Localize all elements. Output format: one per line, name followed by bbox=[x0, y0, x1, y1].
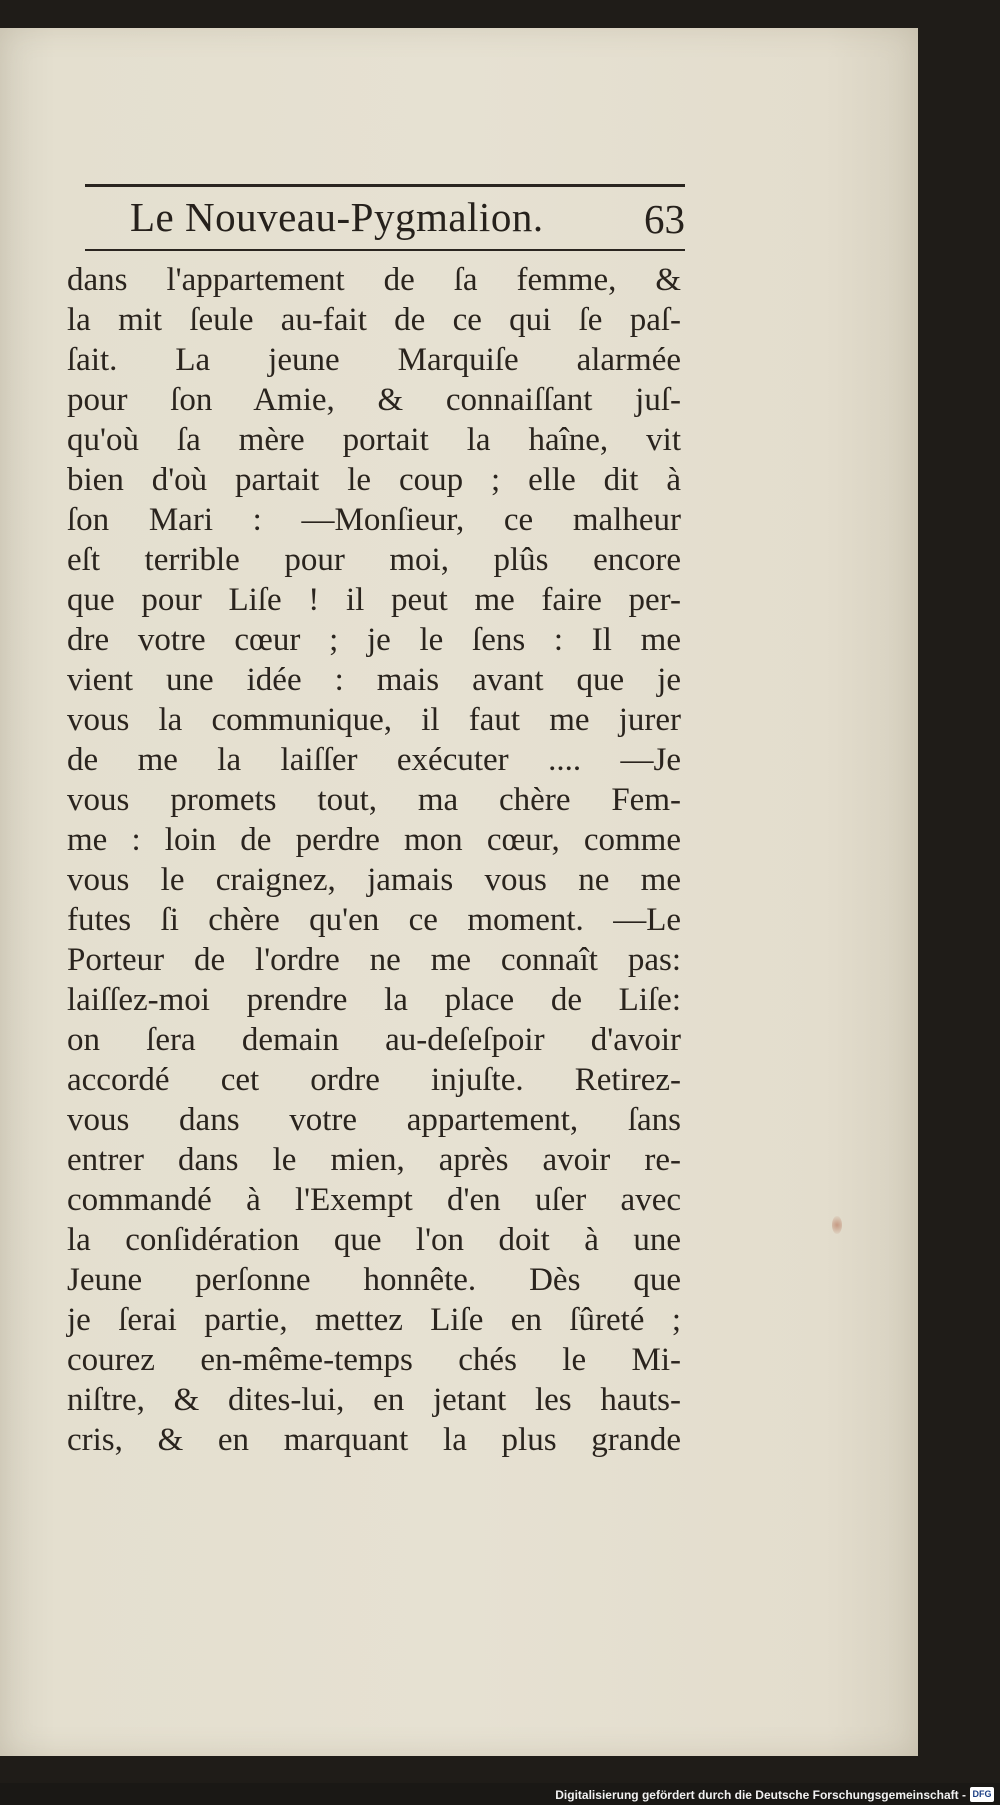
text-line: vous dans votre appartement, ſans bbox=[67, 1102, 681, 1138]
text-line: ſon Mari : —Monſieur, ce malheur bbox=[67, 502, 681, 538]
text-line: vous le craignez, jamais vous ne me bbox=[67, 862, 681, 898]
text-line: entrer dans le mien, après avoir re- bbox=[67, 1142, 681, 1178]
text-line: me : loin de perdre mon cœur, comme bbox=[67, 822, 681, 858]
text-line: qu'où ſa mère portait la haîne, vit bbox=[67, 422, 681, 458]
text-line: Porteur de l'ordre ne me connaît pas: bbox=[67, 942, 681, 978]
text-line: futes ſi chère qu'en ce moment. —Le bbox=[67, 902, 681, 938]
text-line: commandé à l'Exempt d'en uſer avec bbox=[67, 1182, 681, 1218]
text-line: niſtre, & dites-lui, en jetant les hauts- bbox=[67, 1382, 681, 1418]
book-page bbox=[0, 28, 918, 1756]
text-line: de me la laiſſer exécuter .... —Je bbox=[67, 742, 681, 778]
header-rule-bottom bbox=[85, 249, 685, 251]
text-line: laiſſez-moi prendre la place de Liſe: bbox=[67, 982, 681, 1018]
text-line: bien d'où partait le coup ; elle dit à bbox=[67, 462, 681, 498]
running-title: Le Nouveau-Pygmalion. bbox=[130, 194, 544, 240]
text-line: la conſidération que l'on doit à une bbox=[67, 1222, 681, 1258]
body-text bbox=[67, 260, 681, 1460]
text-line: la mit ſeule au-fait de ce qui ſe paſ- bbox=[67, 302, 681, 338]
header-rule-top bbox=[85, 184, 685, 187]
text-line: ſait. La jeune Marquiſe alarmée bbox=[67, 342, 681, 378]
text-line: que pour Liſe ! il peut me faire per- bbox=[67, 582, 681, 618]
text-line: eſt terrible pour moi, plûs encore bbox=[67, 542, 681, 578]
text-line: Jeune perſonne honnête. Dès que bbox=[67, 1262, 681, 1298]
funding-credit: Digitalisierung gefördert durch die Deutsche Forschungsgemeinschaft - bbox=[555, 1788, 966, 1802]
text-line: vous promets tout, ma chère Fem- bbox=[67, 782, 681, 818]
digitization-footer bbox=[0, 1783, 1000, 1805]
text-line: accordé cet ordre injuſte. Retirez- bbox=[67, 1062, 681, 1098]
text-line: je ſerai partie, mettez Liſe en ſûreté ; bbox=[67, 1302, 681, 1338]
dfg-logo-icon: DFG bbox=[970, 1787, 994, 1802]
page-number: 63 bbox=[644, 196, 685, 242]
text-line: vous la communique, il faut me jurer bbox=[67, 702, 681, 738]
text-line: cris, & en marquant la plus grande bbox=[67, 1422, 681, 1458]
text-line: pour ſon Amie, & connaiſſant juſ- bbox=[67, 382, 681, 418]
text-line: vient une idée : mais avant que je bbox=[67, 662, 681, 698]
text-line: dans l'appartement de ſa femme, & bbox=[67, 262, 681, 298]
text-line: courez en-même-temps chés le Mi- bbox=[67, 1342, 681, 1378]
paper-stain bbox=[832, 1216, 842, 1234]
text-line: on ſera demain au-deſeſpoir d'avoir bbox=[67, 1022, 681, 1058]
text-line: dre votre cœur ; je le ſens : Il me bbox=[67, 622, 681, 658]
page-header bbox=[85, 191, 685, 247]
